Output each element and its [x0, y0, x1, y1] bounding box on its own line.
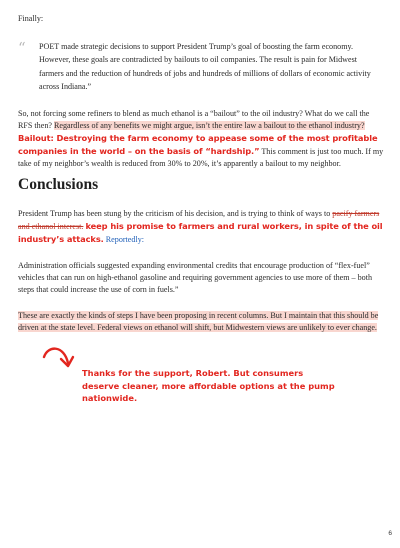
annotation-bailout: Bailout: Destroying the farm economy to appease some of the most profitable companies in the world – on the basis of “hardship.”	[18, 133, 378, 156]
quote-mark-icon: “	[18, 39, 26, 57]
curved-arrow-icon	[38, 341, 88, 375]
block-quote: POET made strategic decisions to support President Trump’s goal of boosting the farm economy. However, these goals are contradicted by bailouts to oil companies. The result is pain for Midwest farmers and the reduction of hundreds of jobs and hundreds of millions of dollars of economic activity across Indiana.”	[39, 42, 371, 91]
annotation-promise: keep his promise to farmers and rural workers, in spite of the oil industry’s attacks.	[18, 221, 383, 244]
reportedly-link[interactable]: Reportedly:	[105, 235, 144, 244]
intro-text: Finally:	[18, 14, 44, 23]
section-heading: Conclusions	[18, 176, 99, 193]
paragraph-bailout-tail: This comment is just too much. If my take of my neighbor’s wealth is reduced from 30% to 20%, it’s apparently a bailout to my neighbor.	[18, 147, 384, 168]
paragraph-conclusions-lead: President Trump has been stung by the criticism of his decision, and is trying to think of ways to	[18, 209, 331, 218]
margin-annotation: Thanks for the support, Robert. But consumers deserve cleaner, more affordable options at the pump nationwide.	[82, 368, 335, 403]
highlighted-paragraph: These are exactly the kinds of steps I have been proposing in recent columns. But I maintain that this should be driven at the state level. Federal views on ethanol will shift, but Midwestern views are unlikely to ever change.	[18, 311, 379, 332]
paragraph-conclusions	[18, 208, 384, 246]
struck-text: pacify farmers and ethanol interest.	[18, 209, 380, 231]
paragraph-administration: Administration officials suggested expanding environmental credits that encourage production of “flex-fuel” vehicles that can run on high-ethanol gasoline and requiring government agencies to use more of them – both steps that could increase the use of corn in fuels.”	[18, 261, 372, 294]
highlighted-question: Regardless of any benefits we might argue, isn’t the entire law a bailout to the ethanol industry?	[53, 121, 365, 130]
paragraph-bailout	[18, 108, 384, 170]
paragraph-bailout-lead: So, not forcing some refiners to blend as much ethanol is a “bailout” to the oil industry? What do we call the RFS then?	[18, 109, 370, 130]
paragraph-state-level	[18, 310, 384, 334]
page-number: 6	[388, 530, 392, 537]
